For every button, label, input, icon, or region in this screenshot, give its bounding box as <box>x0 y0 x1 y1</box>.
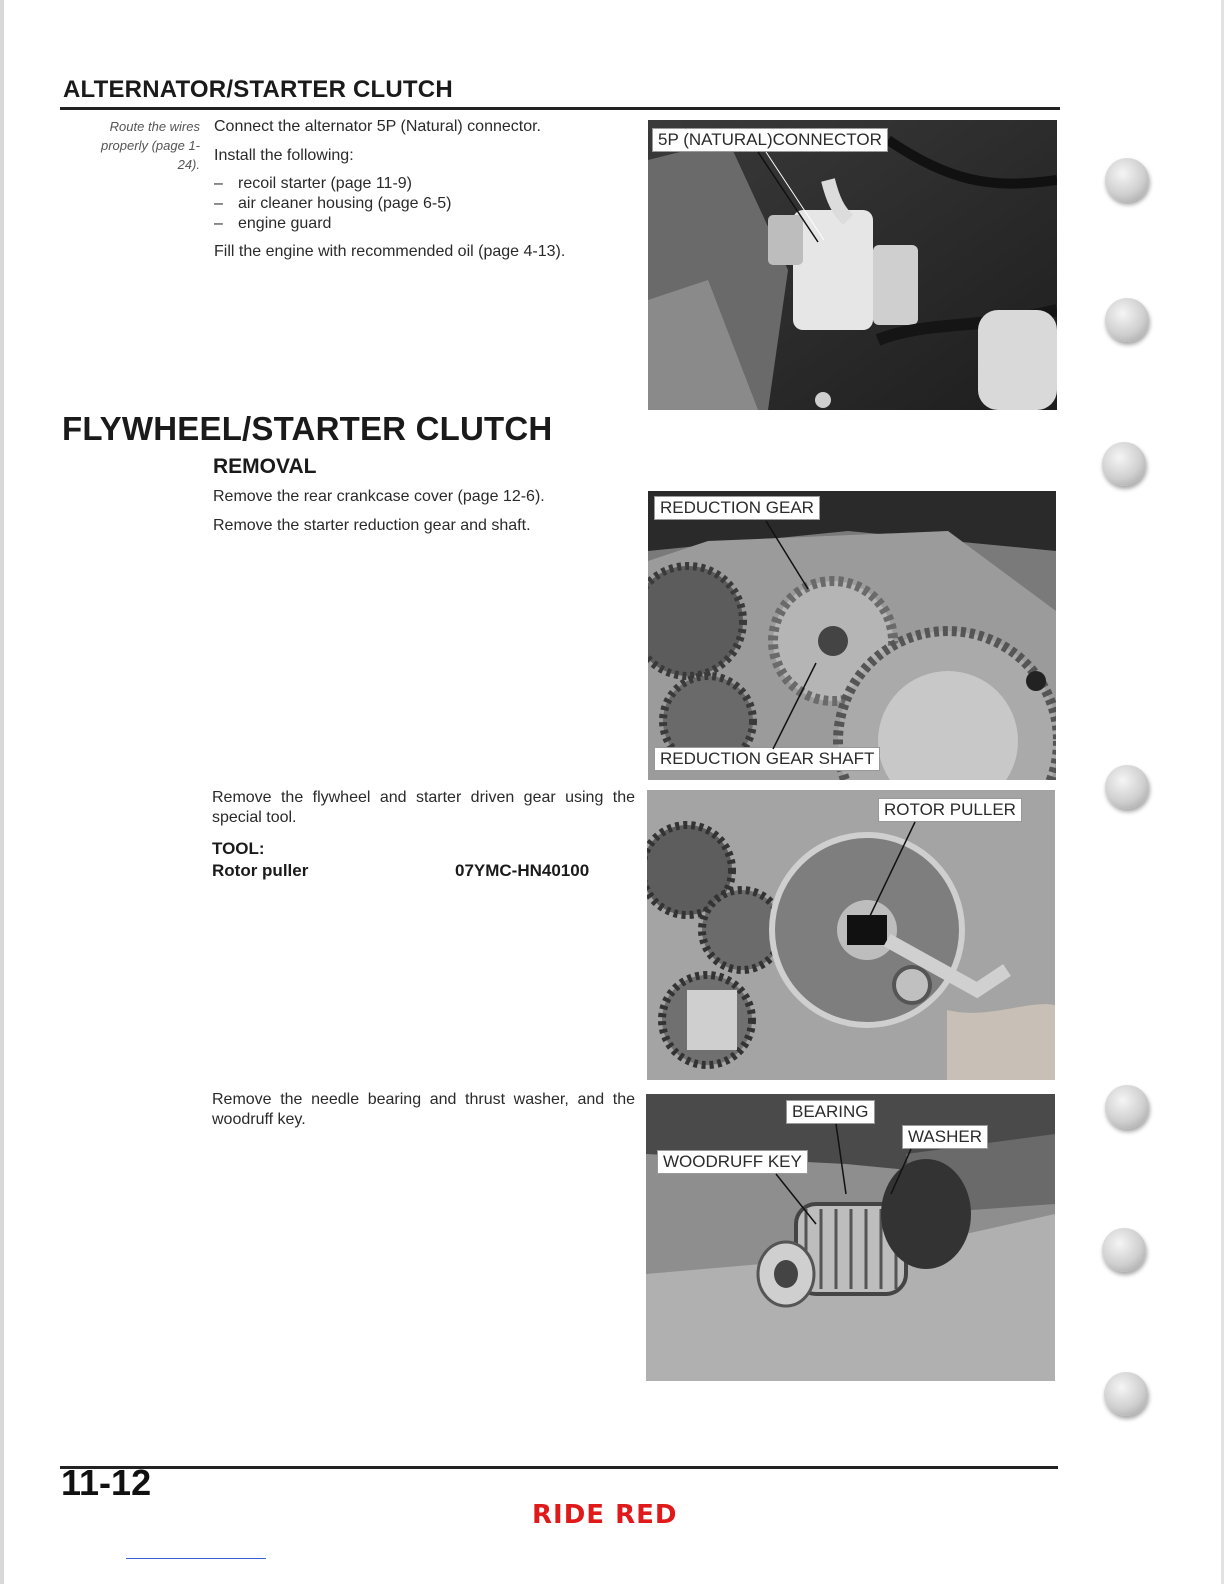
removal-step-flywheel: Remove the flywheel and starter driven gear using the special tool. <box>212 789 635 826</box>
callout-leaders <box>646 1094 1055 1381</box>
binder-hole <box>1105 1085 1149 1129</box>
binder-hole <box>1105 158 1149 202</box>
rotor-puller-photo <box>647 790 1055 1080</box>
bottom-underline <box>126 1558 266 1559</box>
removal-step-bearing: Remove the needle bearing and thrust washer, and the woodruff key. <box>212 1091 635 1128</box>
binder-hole <box>1102 1228 1146 1272</box>
brand-logo: RIDE RED <box>532 1500 678 1530</box>
callout-leader <box>647 790 1055 1080</box>
alternator-step-oil: Fill the engine with recommended oil (page 4-13). <box>214 243 566 260</box>
binder-hole <box>1105 298 1149 342</box>
reduction-gear-label: REDUCTION GEAR <box>654 496 820 520</box>
header-rule <box>60 107 1060 110</box>
alternator-step-install: Install the following: <box>214 147 354 164</box>
flywheel-title: FLYWHEEL/STARTER CLUTCH <box>62 410 553 447</box>
section-title: ALTERNATOR/STARTER CLUTCH <box>63 76 453 103</box>
removal-step-cover: Remove the rear crankcase cover (page 12-6). <box>213 488 545 505</box>
reduction-gear-photo <box>648 491 1056 780</box>
list-item: – engine guard <box>214 214 451 234</box>
page-edge <box>0 0 4 1584</box>
footer-rule <box>60 1466 1058 1469</box>
alternator-step-connect: Connect the alternator 5P (Natural) connector. <box>214 118 541 135</box>
tool-code: 07YMC-HN40100 <box>455 861 590 880</box>
list-item: – air cleaner housing (page 6-5) <box>214 194 451 214</box>
binder-hole <box>1104 1372 1148 1416</box>
binder-hole <box>1105 765 1149 809</box>
side-note: Route the wires properly (page 1-24). <box>101 119 200 172</box>
install-list <box>214 174 451 234</box>
rotor-puller-label: ROTOR PULLER <box>878 798 1022 822</box>
reduction-gear-shaft-label: REDUCTION GEAR SHAFT <box>654 747 880 771</box>
tool-name: Rotor puller <box>212 861 309 880</box>
bearing-label: BEARING <box>786 1100 875 1124</box>
callout-leaders <box>648 491 1056 780</box>
list-item: – recoil starter (page 11-9) <box>214 174 451 194</box>
binder-hole <box>1102 442 1146 486</box>
removal-subtitle: REMOVAL <box>213 455 317 478</box>
callout-leader <box>648 120 1057 410</box>
woodruff-key-label: WOODRUFF KEY <box>657 1150 808 1174</box>
connector-label: 5P (NATURAL)CONNECTOR <box>652 128 888 152</box>
tool-heading: TOOL: <box>212 839 265 858</box>
page-number: 11-12 <box>61 1462 152 1503</box>
removal-step-gear: Remove the starter reduction gear and shaft. <box>213 517 531 534</box>
washer-label: WASHER <box>902 1125 988 1149</box>
bearing-photo <box>646 1094 1055 1381</box>
connector-photo <box>648 120 1057 410</box>
